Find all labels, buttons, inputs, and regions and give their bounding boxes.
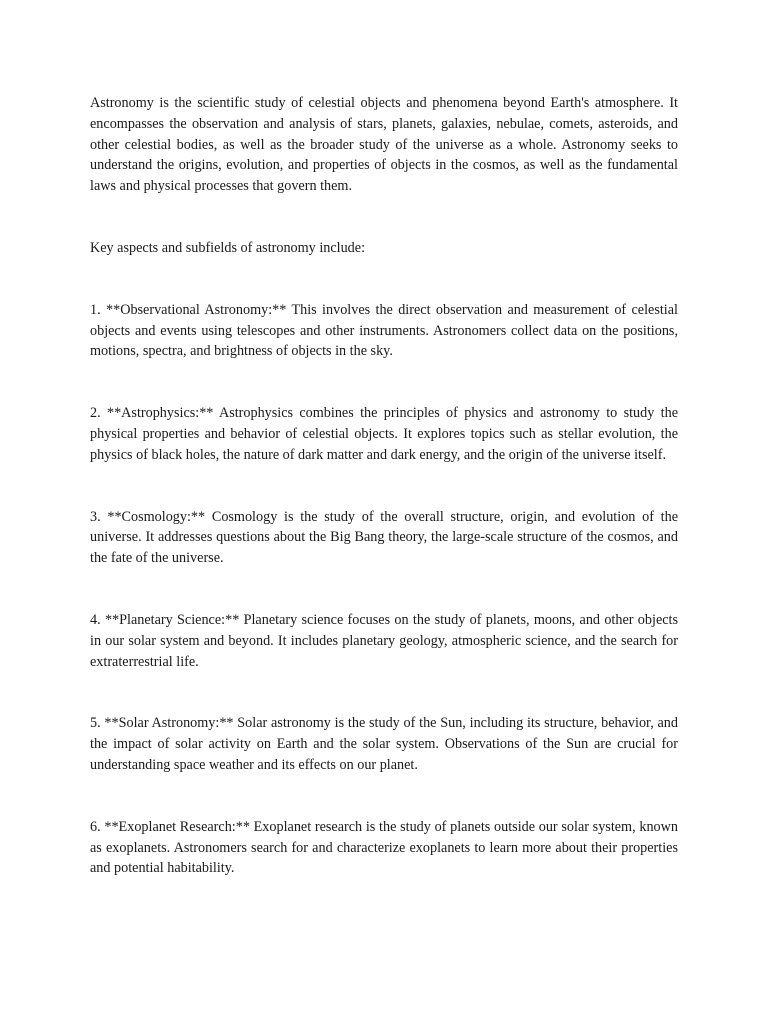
list-item-exoplanet-research: 6. **Exoplanet Research:** Exoplanet research is the study of planets outside our solar system, known as exoplanets. Astronomers search for and characterize exoplanets to learn more about their properties and potential habitability. — [90, 818, 678, 877]
paragraph-spacer — [90, 672, 678, 713]
paragraph-spacer — [90, 362, 678, 403]
paragraph-spacer — [90, 259, 678, 300]
intro-paragraph: Astronomy is the scientific study of celestial objects and phenomena beyond Earth's atmosphere. It encompasses the observation and analysis of stars, planets, galaxies, nebulae, comets, asteroids, and other celestial bodies, as well as the broader study of the universe as a whole. Astronomy seeks to understand the origins, evolution, and properties of objects in the cosmos, as well as the fundamental laws and physical processes that govern them. — [90, 95, 678, 195]
list-item-planetary-science: 4. **Planetary Science:** Planetary science focuses on the study of planets, moons, and other objects in our solar system and beyond. It includes planetary geology, atmospheric science, and the search for extraterrestrial life. — [90, 611, 678, 670]
paragraph-spacer — [90, 569, 678, 610]
document-page — [90, 93, 678, 879]
paragraph-spacer — [90, 466, 678, 507]
list-item-observational-astronomy: 1. **Observational Astronomy:** This involves the direct observation and measurement of celestial objects and events using telescopes and other instruments. Astronomers collect data on the positions, motions, spectra, and brightness of objects in the sky. — [90, 301, 678, 360]
paragraph-spacer — [90, 776, 678, 817]
paragraph-spacer — [90, 197, 678, 238]
list-item-solar-astronomy: 5. **Solar Astronomy:** Solar astronomy is the study of the Sun, including its structure, behavior, and the impact of solar activity on Earth and the solar system. Observations of the Sun are crucial for understanding space weather and its effects on our planet. — [90, 715, 678, 773]
list-item-cosmology: 3. **Cosmology:** Cosmology is the study of the overall structure, origin, and evolution of the universe. It addresses questions about the Big Bang theory, the large-scale structure of the cosmos, and the fate of the universe. — [90, 508, 678, 567]
list-item-astrophysics: 2. **Astrophysics:** Astrophysics combines the principles of physics and astronomy to study the physical properties and behavior of celestial objects. It explores topics such as stellar evolution, the physics of black holes, the nature of dark matter and dark energy, and the origin of the universe itself. — [90, 405, 678, 463]
subfields-heading: Key aspects and subfields of astronomy include: — [90, 239, 366, 256]
